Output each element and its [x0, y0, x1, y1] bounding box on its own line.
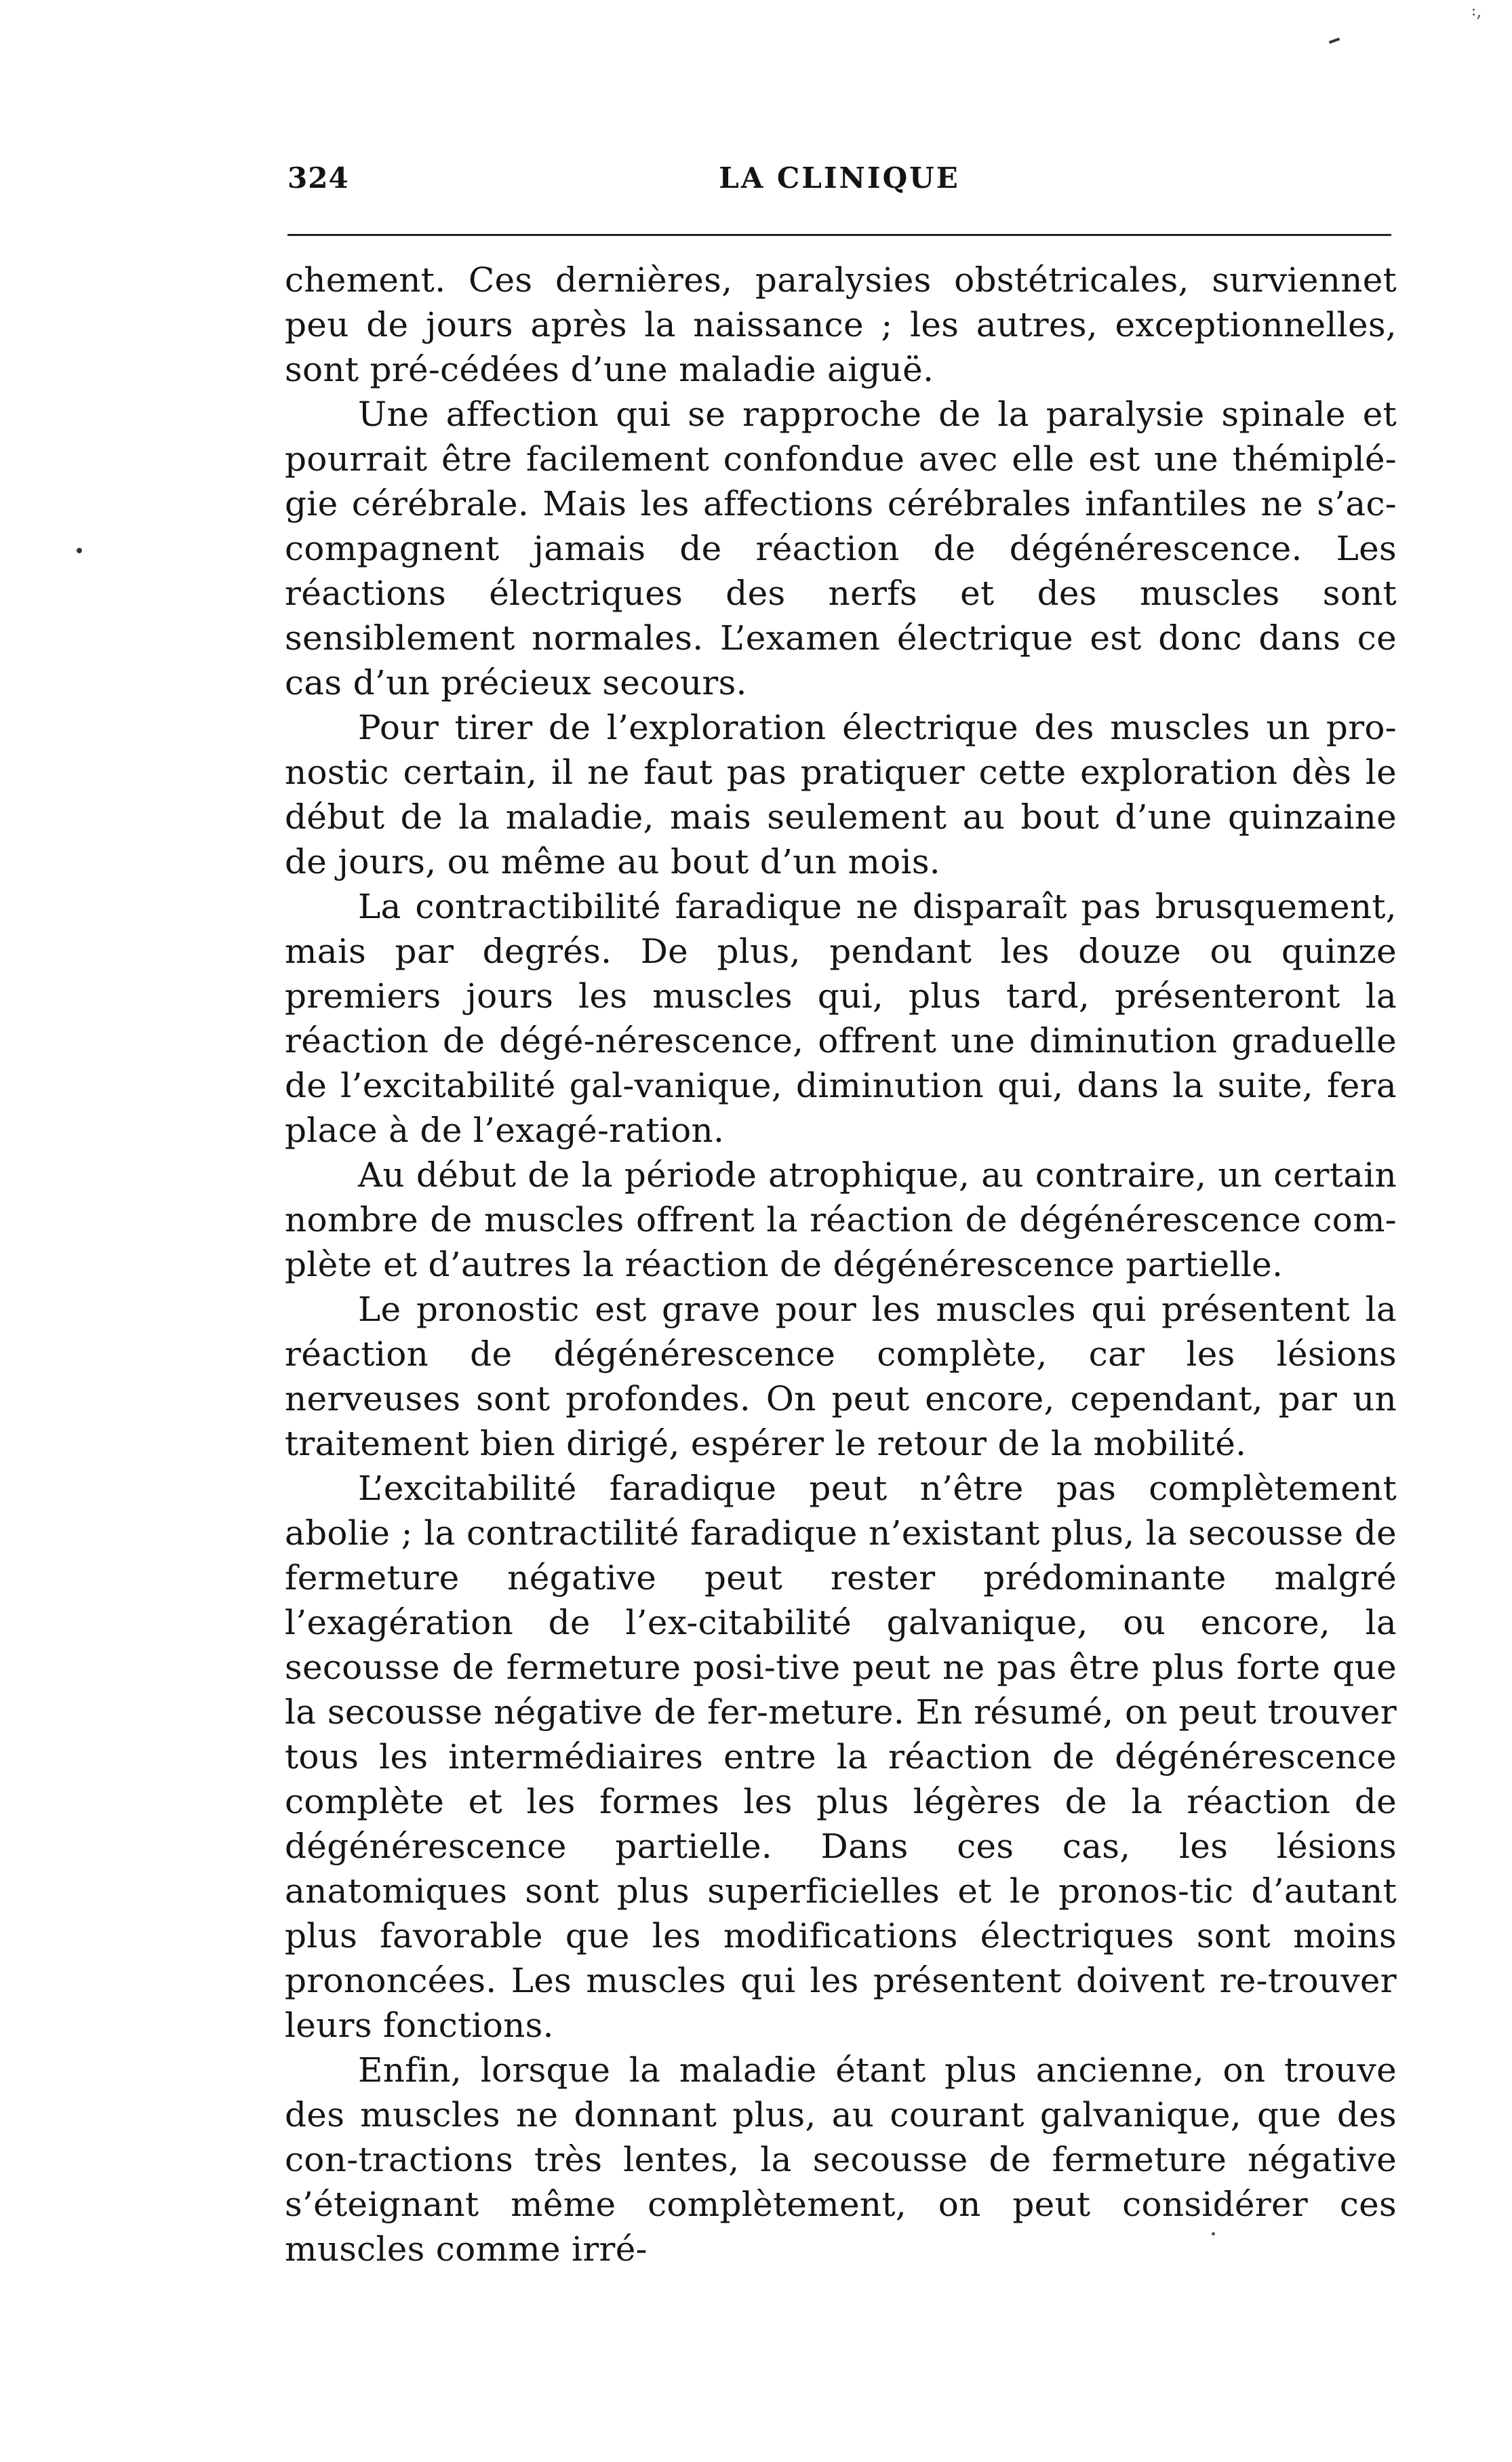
body-text — [285, 258, 1397, 2271]
header-rule — [287, 234, 1391, 236]
running-title: LA CLINIQUE — [719, 161, 960, 195]
paragraph: La contractibilité faradique ne disparaît pas brusquement, mais par degrés. De plus, pendant les douze ou quinze premiers jours les muscles qui, plus tard, présenteront la réaction de dégé-nérescence, offrent une diminution graduelle de l’excitabilité gal-vanique, diminution qui, dans la suite, fera place à de l’exagé-ration. — [285, 887, 1397, 1150]
paragraph: Une affection qui se rapproche de la paralysie spinale et pourrait être facilement confondue avec elle est une thémiplé-gie cérébrale. Mais les affections cérébrales infantiles ne s’ac-compagnent jamais de réaction de dégénérescence. Les réactions électriques des nerfs et des muscles sont sensiblement normales. L’examen électrique est donc dans ce cas d’un précieux secours. — [285, 395, 1397, 702]
page-number: 324 — [287, 161, 349, 195]
paragraph: Pour tirer de l’exploration électrique des muscles un pro-nostic certain, il ne faut pas pratiquer cette exploration dès le début de la maladie, mais seulement au bout d’une quinzaine de jours, ou même au bout d’un mois. — [285, 708, 1397, 881]
margin-dot — [77, 548, 82, 553]
running-head — [287, 161, 1391, 209]
paragraph: Enfin, lorsque la maladie étant plus ancienne, on trouve des muscles ne donnant plus, au courant galvanique, que des con-tractions très lentes, la secousse de fermeture négative s’éteignant même complètement, on peut considérer ces muscles comme irré- — [285, 2050, 1397, 2269]
paragraph-continuation: chement. Ces dernières, paralysies obstétricales, surviennet peu de jours après la naissance ; les autres, exceptionnelles, sont pré-cédées d’une maladie aiguë. — [285, 260, 1397, 389]
corner-mark: ꞉, — [1471, 1, 1482, 22]
stray-mark — [1329, 37, 1340, 43]
paragraph: L’excitabilité faradique peut n’être pas complètement abolie ; la contractilité faradique n’existant plus, la secousse de fermeture négative peut rester prédominante malgré l’exagération de l’ex-citabilité galvanique, ou encore, la secousse de fermeture posi-tive peut ne pas être plus forte que la secousse négative de fer-meture. En résumé, on peut trouver tous les intermédiaires entre la réaction de dégénérescence complète et les formes les plus légères de la réaction de dégénérescence partielle. Dans ces cas, les lésions anatomiques sont plus superficielles et le pronos-tic d’autant plus favorable que les modifications électriques sont moins prononcées. Les muscles qui les présentent doivent re-trouver leurs fonctions. — [285, 1469, 1397, 2045]
speck-dot — [1212, 2232, 1215, 2236]
paragraph: Le pronostic est grave pour les muscles qui présentent la réaction de dégénérescence complète, car les lésions nerveuses sont profondes. On peut encore, cependant, par un traitement bien dirigé, espérer le retour de la mobilité. — [285, 1290, 1397, 1463]
paragraph: Au début de la période atrophique, au contraire, un certain nombre de muscles offrent la réaction de dégénérescence com-plète et d’autres la réaction de dégénérescence partielle. — [285, 1155, 1397, 1284]
